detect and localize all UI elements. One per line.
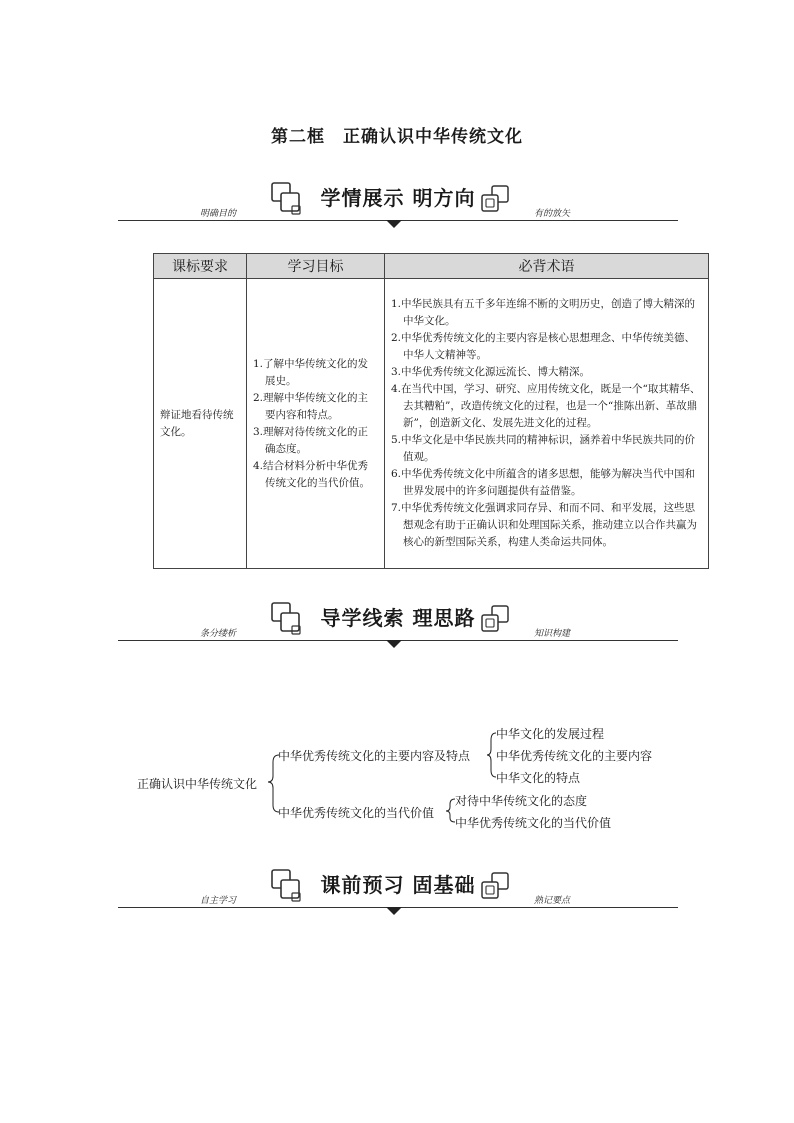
list-item: 7.中华优秀传统文化强调求同存异、和而不同、和平发展，这些思想观念有助于正确认识和处理国际关系，推动建立以合作共赢为核心的新型国际关系，构建人类命运共同体。 bbox=[391, 502, 697, 548]
list-item: 2.理解中华传统文化的主要内容和特点。 bbox=[253, 391, 369, 421]
squares-decoration-icon bbox=[270, 867, 308, 905]
mind-map-leaf: 对待中华传统文化的态度 bbox=[455, 794, 588, 808]
mind-map-leaf: 中华文化的特点 bbox=[496, 771, 581, 785]
section-left-subtitle: 条分缕析 bbox=[200, 629, 237, 639]
section-title: 课前预习 固基础 bbox=[320, 873, 476, 897]
section-left-subtitle: 明确目的 bbox=[200, 209, 237, 219]
table-header: 学习目标 bbox=[247, 254, 385, 279]
list-item: 4.结合材料分析中华优秀传统文化的当代价值。 bbox=[253, 459, 370, 489]
table-header: 课标要求 bbox=[154, 254, 247, 279]
list-item: 5.中华文化是中华民族共同的精神标识，涵养着中华民族共同的价值观。 bbox=[391, 434, 696, 463]
section-right-subtitle: 熟记要点 bbox=[534, 896, 571, 906]
triangle-down-icon bbox=[386, 907, 402, 915]
table-header: 必背术语 bbox=[385, 254, 709, 279]
section-title: 导学线索 理思路 bbox=[320, 606, 476, 630]
list-item: 2.中华优秀传统文化的主要内容是核心思想理念、中华传统美德、中华人文精神等。 bbox=[391, 332, 696, 361]
section-title: 学情展示 明方向 bbox=[320, 186, 476, 210]
section-right-subtitle: 知识构建 bbox=[534, 629, 571, 639]
mind-map-branch: 中华优秀传统文化的主要内容及特点 bbox=[278, 749, 471, 763]
list-item: 1.了解中华传统文化的发展史。 bbox=[253, 357, 369, 387]
lesson-number: 第二框 bbox=[271, 127, 325, 147]
section-right-subtitle: 有的放矢 bbox=[534, 209, 571, 219]
mind-map-leaf: 中华文化的发展过程 bbox=[496, 727, 605, 741]
mind-map-leaf: 中华优秀传统文化的主要内容 bbox=[496, 749, 653, 763]
squares-decoration-icon bbox=[480, 871, 514, 905]
list-item: 6.中华优秀传统文化中所蕴含的诸多思想，能够为解决当代中国和世界发展中的许多问题提供有益借鉴。 bbox=[391, 468, 696, 497]
list-item: 3.理解对待传统文化的正确态度。 bbox=[253, 425, 369, 455]
mind-map-leaf: 中华优秀传统文化的当代价值 bbox=[455, 816, 612, 830]
mind-map-root: 正确认识中华传统文化 bbox=[137, 777, 258, 791]
lesson-name: 正确认识中华传统文化 bbox=[343, 127, 523, 147]
list-item: 1.中华民族具有五千多年连绵不断的文明历史，创造了博大精深的中华文化。 bbox=[391, 298, 696, 327]
section-left-subtitle: 自主学习 bbox=[200, 896, 237, 906]
list-item: 3.中华优秀传统文化源远流长、博大精深。 bbox=[391, 366, 591, 378]
section-banner-preview bbox=[118, 867, 678, 917]
requirement-cell: 辩证地看待传统文化。 bbox=[154, 279, 247, 569]
mind-map-branch: 中华优秀传统文化的当代价值 bbox=[278, 806, 435, 820]
list-item: 4.在当代中国，学习、研究、应用传统文化，既是一个“取其精华、去其糟粕”，改造传统文化的过程，也是一个“推陈出新、革故鼎新”，创造新文化、发展先进文化的过程。 bbox=[391, 383, 701, 429]
